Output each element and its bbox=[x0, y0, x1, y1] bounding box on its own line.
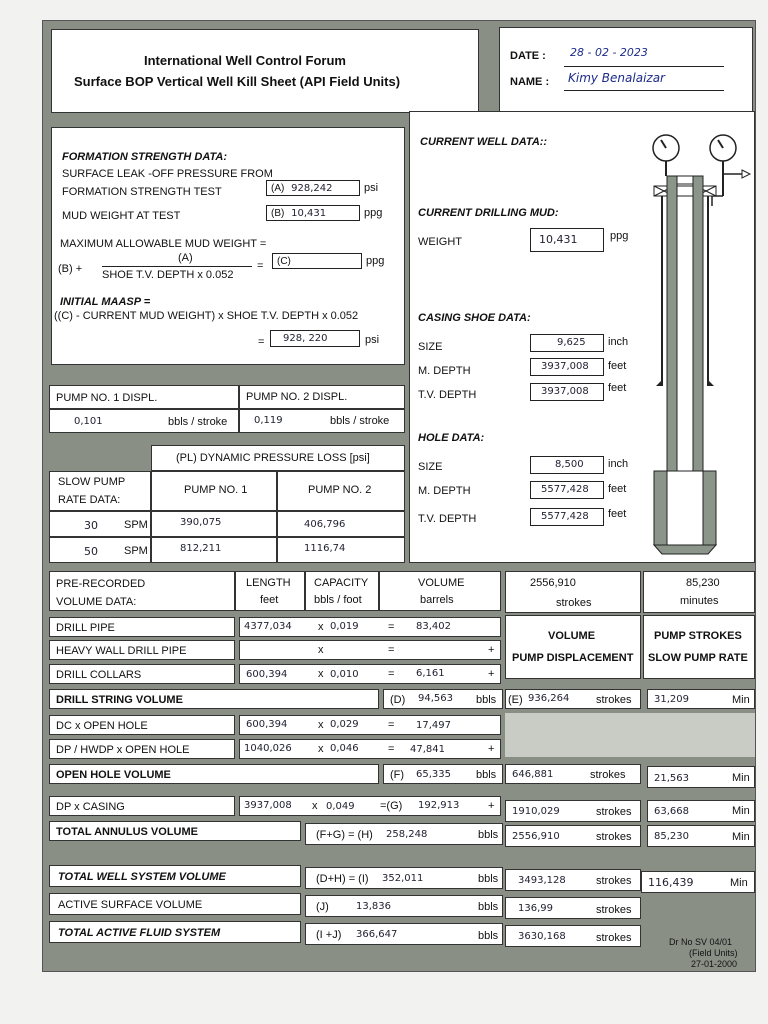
total-annulus-strokes[interactable]: 2556,910 strokes bbox=[505, 825, 641, 847]
casing-tvd-field[interactable]: 3937,008 bbox=[530, 383, 604, 401]
b-plus: (B) + bbox=[58, 263, 83, 275]
casing-tvd-label: T.V. DEPTH bbox=[418, 389, 477, 401]
time-header: 85,230 minutes bbox=[643, 571, 755, 613]
mud-at-test-field[interactable] bbox=[266, 205, 360, 221]
name-label: NAME : bbox=[510, 76, 550, 88]
total-active-fluid-ij[interactable]: (I +J) 366,647 bbls bbox=[305, 923, 503, 945]
total-annulus-label: TOTAL ANNULUS VOLUME bbox=[49, 821, 301, 841]
hole-md-field[interactable]: 5577,428 bbox=[530, 481, 604, 499]
a-label: (A) bbox=[271, 183, 285, 194]
capacity-header: CAPACITY bbls / foot bbox=[305, 571, 379, 611]
open-hole-time[interactable]: 21,563 Min bbox=[647, 766, 755, 788]
max-mud-label: MAXIMUM ALLOWABLE MUD WEIGHT = bbox=[60, 238, 267, 250]
total-well-system-strokes[interactable]: 3493,128 strokes bbox=[505, 869, 641, 891]
spm-row-1-p2[interactable]: 406,796 bbox=[277, 511, 405, 537]
sheet-title: Surface BOP Vertical Well Kill Sheet (API Field Units) bbox=[74, 74, 401, 89]
doc-units: (Field Units) bbox=[689, 948, 738, 958]
active-surface-label: ACTIVE SURFACE VOLUME bbox=[49, 893, 301, 915]
drill-string-volume-d[interactable]: (D) 94,563 bbls bbox=[383, 689, 503, 709]
kill-sheet bbox=[42, 20, 756, 972]
hole-title: HOLE DATA: bbox=[418, 432, 485, 444]
strokes-over-rate: PUMP STROKES SLOW PUMP RATE bbox=[643, 615, 755, 679]
total-active-fluid-label: TOTAL ACTIVE FLUID SYSTEM bbox=[49, 921, 301, 943]
maasp-formula: ((C) - CURRENT MUD WEIGHT) x SHOE T.V. DEPTH x 0.052 bbox=[54, 310, 359, 322]
b-label: (B) bbox=[271, 208, 285, 219]
maasp-equals: = bbox=[258, 336, 265, 348]
maasp-value: 928, 220 bbox=[283, 333, 328, 344]
pump-1-displ-label: PUMP NO. 1 DISPL. bbox=[49, 385, 239, 409]
max-mud-field[interactable] bbox=[272, 253, 362, 269]
drill-collars-calc[interactable]: 600,394 x 0,010 = 6,161 + bbox=[239, 664, 501, 684]
dp-casing-calc[interactable]: 3937,008 x 0,049 =(G) 192,913 + bbox=[239, 796, 501, 816]
pre-recorded-label: PRE-RECORDED VOLUME DATA: bbox=[49, 571, 235, 611]
total-well-system-time[interactable]: 116,439 Min bbox=[641, 871, 755, 893]
volume-header: VOLUME barrels bbox=[379, 571, 501, 611]
leakoff-field[interactable] bbox=[266, 180, 360, 196]
date-label: DATE : bbox=[510, 50, 546, 62]
b-value: 10,431 bbox=[291, 208, 327, 219]
name-value[interactable]: Kimy Benalaizar bbox=[568, 71, 665, 85]
c-label: (C) bbox=[277, 256, 291, 267]
casing-md-label: M. DEPTH bbox=[418, 365, 471, 377]
drill-string-time[interactable]: 31,209 Min bbox=[647, 689, 755, 709]
length-header: LENGTH feet bbox=[235, 571, 305, 611]
spm-row-1: 30 SPM bbox=[49, 511, 151, 537]
maasp-unit: psi bbox=[365, 334, 380, 346]
total-annulus-h[interactable]: (F+G) = (H) 258,248 bbls bbox=[305, 823, 503, 845]
hole-md-label: M. DEPTH bbox=[418, 485, 471, 497]
formation-strength-section bbox=[51, 127, 405, 365]
dp-open-hole-label: DP / HWDP x OPEN HOLE bbox=[49, 739, 235, 759]
current-well-data-section: CURRENT WELL DATA:: CURRENT DRILLING MUD: WEIGHT 10,431 ppg CASING SHOE DATA: SIZE 9,625 inch M. DEPTH 3937,008 feet T.V. DEPTH 3937,008 feet HOLE DATA: SIZE 8,500 inch M. DEPTH 5577,428 feet T.V. DEPTH 5577,428 feet bbox=[409, 111, 755, 563]
dc-open-hole-label: DC x OPEN HOLE bbox=[49, 715, 235, 735]
current-well-title: CURRENT WELL DATA:: bbox=[420, 136, 548, 148]
hole-tvd-field[interactable]: 5577,428 bbox=[530, 508, 604, 526]
weight-unit: ppg bbox=[610, 230, 629, 242]
dp-casing-strokes[interactable]: 1910,029 strokes bbox=[505, 800, 641, 822]
wellbore-diagram-icon bbox=[634, 126, 754, 556]
pump-2-col: PUMP NO. 2 bbox=[277, 471, 405, 511]
doc-date: 27-01-2000 bbox=[691, 959, 738, 969]
frac-numerator: (A) bbox=[178, 252, 193, 264]
active-surface-strokes[interactable]: 136,99 strokes bbox=[505, 897, 641, 919]
casing-size-label: SIZE bbox=[418, 341, 443, 353]
hwdp-label: HEAVY WALL DRILL PIPE bbox=[49, 640, 235, 660]
strokes-header: 2556,910 strokes bbox=[505, 571, 641, 613]
open-hole-volume-f[interactable]: (F) 65,335 bbls bbox=[383, 764, 503, 784]
total-active-fluid-strokes[interactable]: 3630,168 strokes bbox=[505, 925, 641, 947]
open-hole-volume-label: OPEN HOLE VOLUME bbox=[49, 764, 379, 784]
hole-tvd-label: T.V. DEPTH bbox=[418, 513, 477, 525]
frac-denominator: SHOE T.V. DEPTH x 0.052 bbox=[102, 269, 234, 281]
c-unit: ppg bbox=[366, 255, 385, 267]
date-value[interactable]: 28 - 02 - 2023 bbox=[570, 46, 648, 59]
hole-size-field[interactable]: 8,500 bbox=[530, 456, 604, 474]
dp-casing-label: DP x CASING bbox=[49, 796, 235, 816]
casing-md-field[interactable]: 3937,008 bbox=[530, 358, 604, 376]
casing-size-field[interactable]: 9,625 bbox=[530, 334, 604, 352]
b-unit: ppg bbox=[364, 207, 383, 219]
leakoff-label-2: FORMATION STRENGTH TEST bbox=[62, 186, 222, 198]
spm-row-2-p1[interactable]: 812,211 bbox=[151, 537, 277, 563]
drill-string-volume-label: DRILL STRING VOLUME bbox=[49, 689, 379, 709]
drill-pipe-calc[interactable]: 4377,034 x 0,019 = 83,402 bbox=[239, 617, 501, 637]
hwdp-calc[interactable]: x = + bbox=[239, 640, 501, 660]
active-surface-j[interactable]: (J) 13,836 bbls bbox=[305, 895, 503, 917]
pump-1-col: PUMP NO. 1 bbox=[151, 471, 277, 511]
pump-2-displ-value[interactable]: 0,119 bbls / stroke bbox=[239, 409, 405, 433]
a-unit: psi bbox=[364, 182, 379, 194]
open-hole-strokes[interactable]: 646,881 strokes bbox=[505, 764, 641, 784]
header-title-box bbox=[51, 29, 479, 113]
spm-row-1-p1[interactable]: 390,075 bbox=[151, 511, 277, 537]
pump-1-displ-value[interactable]: 0,101 bbls / stroke bbox=[49, 409, 239, 433]
total-well-system-label: TOTAL WELL SYSTEM VOLUME bbox=[49, 865, 301, 887]
slow-pump-label: SLOW PUMP RATE DATA: bbox=[49, 471, 151, 511]
total-well-system-i[interactable]: (D+H) = (I) 352,011 bbls bbox=[305, 867, 503, 889]
volume-over-displacement: VOLUME PUMP DISPLACEMENT bbox=[505, 615, 641, 679]
weight-label: WEIGHT bbox=[418, 236, 462, 248]
formation-title: FORMATION STRENGTH DATA: bbox=[62, 151, 227, 163]
spm-row-2: 50 SPM bbox=[49, 537, 151, 563]
casing-title: CASING SHOE DATA: bbox=[418, 312, 531, 324]
dc-open-hole-calc[interactable]: 600,394 x 0,029 = 17,497 bbox=[239, 715, 501, 735]
drill-string-strokes-e[interactable]: (E) 936,264 strokes bbox=[505, 689, 641, 709]
spm-row-2-p2[interactable]: 1116,74 bbox=[277, 537, 405, 563]
weight-field[interactable]: 10,431 bbox=[530, 228, 604, 252]
a-value: 928,242 bbox=[291, 183, 333, 194]
drill-collars-label: DRILL COLLARS bbox=[49, 664, 235, 684]
drill-pipe-label: DRILL PIPE bbox=[49, 617, 235, 637]
frac-equals: = bbox=[257, 260, 264, 272]
dp-open-hole-calc[interactable]: 1040,026 x 0,046 = 47,841 + bbox=[239, 739, 501, 759]
dp-casing-time[interactable]: 63,668 Min bbox=[647, 800, 755, 822]
pl-header: (PL) DYNAMIC PRESSURE LOSS [psi] bbox=[151, 445, 405, 471]
hole-size-label: SIZE bbox=[418, 461, 443, 473]
mud-at-test-label: MUD WEIGHT AT TEST bbox=[62, 210, 181, 222]
maasp-field[interactable] bbox=[270, 330, 360, 347]
current-mud-title: CURRENT DRILLING MUD: bbox=[418, 207, 559, 219]
total-annulus-time[interactable]: 85,230 Min bbox=[647, 825, 755, 847]
doc-number: Dr No SV 04/01 bbox=[669, 937, 733, 947]
org-name: International Well Control Forum bbox=[144, 53, 346, 68]
leakoff-label-1: SURFACE LEAK -OFF PRESSURE FROM bbox=[62, 168, 273, 180]
header-meta-box bbox=[499, 27, 753, 113]
maasp-title: INITIAL MAASP = bbox=[60, 296, 151, 308]
pump-2-displ-label: PUMP NO. 2 DISPL. bbox=[239, 385, 405, 409]
